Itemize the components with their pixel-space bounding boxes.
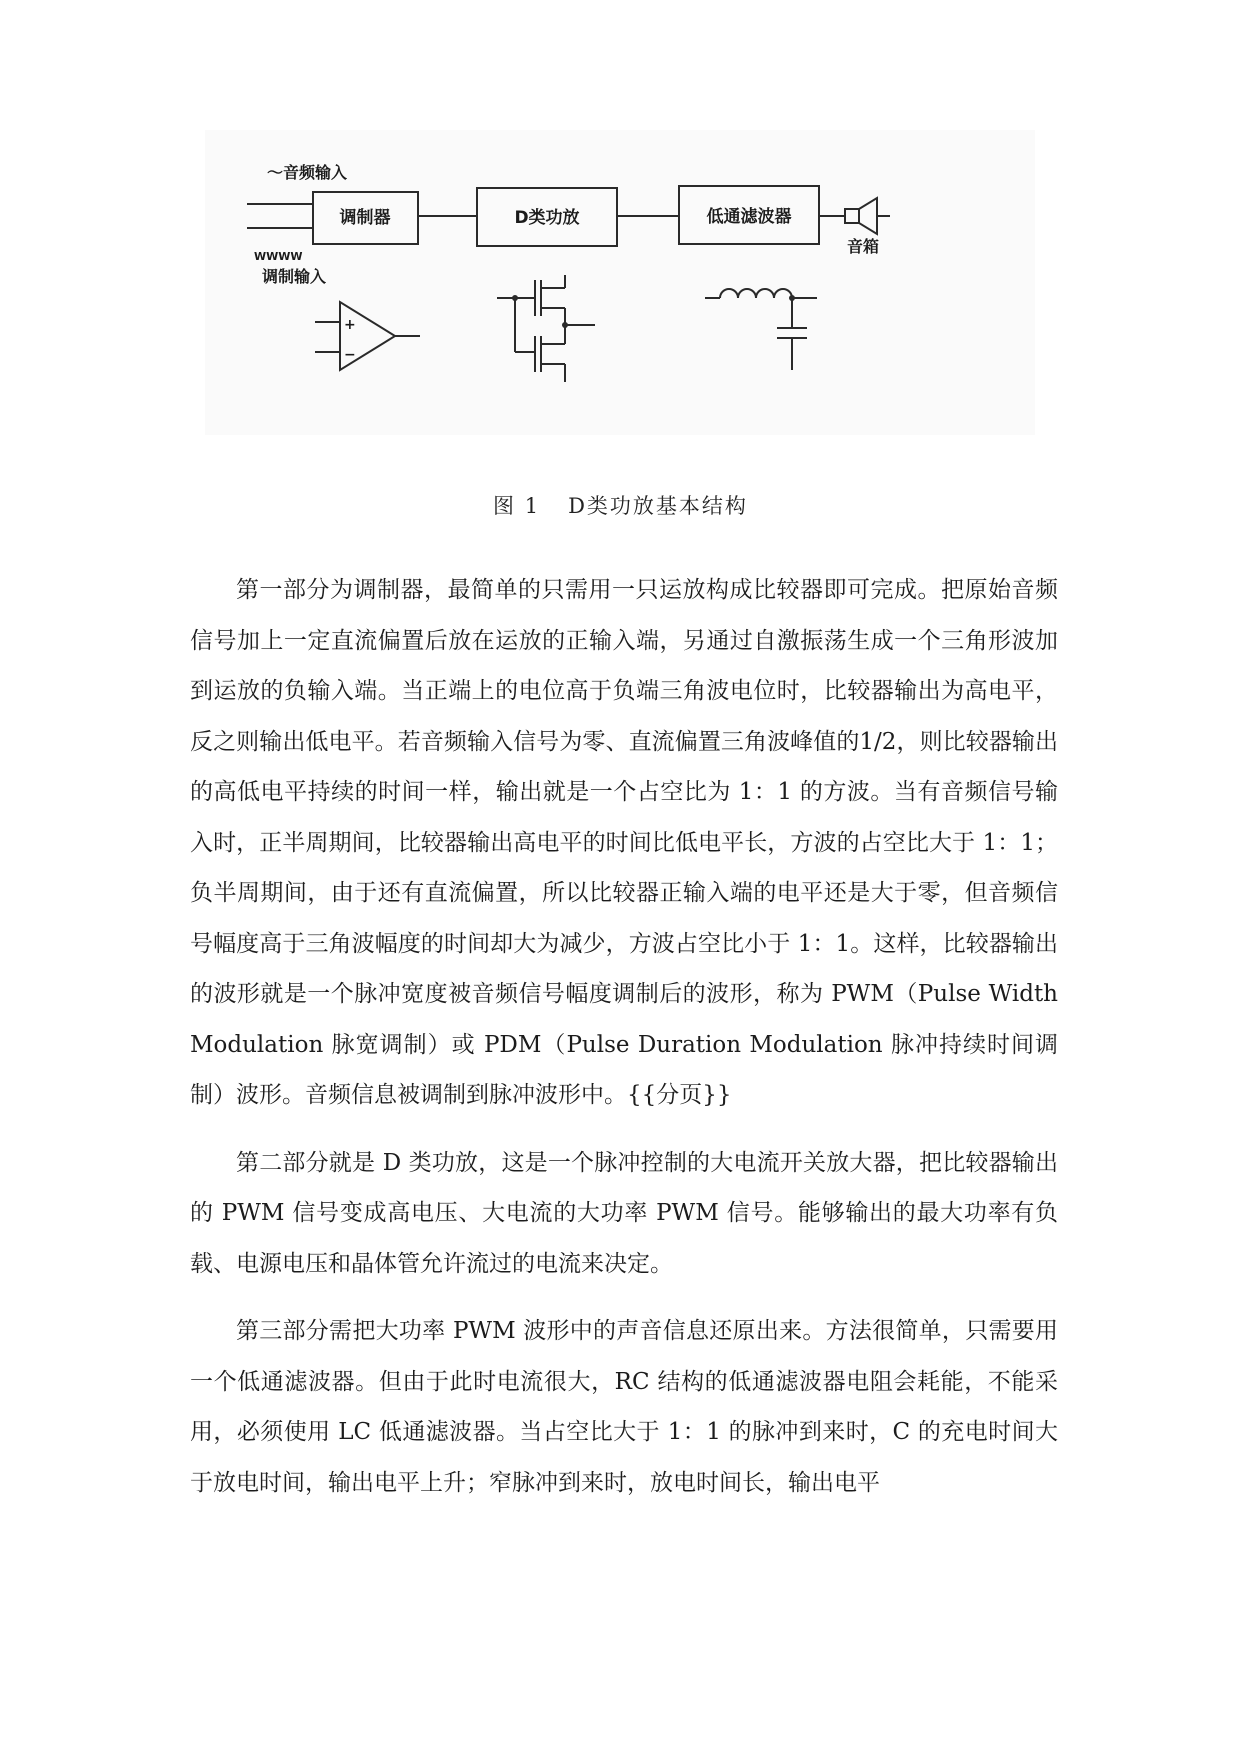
block-diagram-figure — [205, 130, 1035, 435]
paragraph-1: 第一部分为调制器，最简单的只需用一只运放构成比较器即可完成。把原始音频信号加上一定直流偏置后放在运放的正输入端，另通过自激振荡生成一个三角形波加到运放的负输入端。当正端上的电位高于负端三角波电位时，比较器输出为高电平，反之则输出低电平。若音频输入信号为零、直流偏置三角波峰值的1/2，则比较器输出的高低电平持续的时间一样，输出就是一个占空比为 1：1 的方波。当有音频信号输入时，正半周期间，比较器输出高电平的时间比低电平长，方波的占空比大于 1：1；负半周期间，由于还有直流偏置，所以比较器正输入端的电平还是大于零，但音频信号幅度高于三角波幅度的时间却大为减少，方波占空比小于 1：1。这样，比较器输出的波形就是一个脉冲宽度被音频信号幅度调制后的波形，称为 PWM（Pulse Width Modulation 脉宽调制）或 PDM（Pulse Duration Modulation 脉冲持续时间调制）波形。音频信息被调制到脉冲波形中。{{分页}} — [190, 577, 1058, 1108]
lowpass-filter-label: 低通滤波器 — [706, 207, 792, 227]
figure-caption — [0, 490, 1241, 520]
op-amp-icon — [315, 302, 420, 370]
caption-text: D类功放基本结构 — [568, 494, 748, 518]
block-diagram — [205, 130, 1035, 435]
mosfet-pair-icon — [497, 275, 595, 382]
class-d-amp-label: D类功放 — [514, 208, 580, 228]
lc-filter-icon — [705, 289, 817, 370]
op-amp-minus: − — [344, 347, 356, 363]
paragraph-3: 第三部分需把大功率 PWM 波形中的声音信息还原出来。方法很简单，只需要用一个低通滤波器。但由于此时电流很大，RC 结构的低通滤波器电阻会耗能，不能采用，必须使用 LC 低通滤波器。当占空比大于 1：1 的脉冲到来时，C 的充电时间大于放电时间，输出电平上升；窄脉冲到来时，放电时间长，输出电平 — [190, 1318, 1058, 1496]
modulation-input-label: 调制输入 — [262, 267, 327, 286]
caption-number: 图 1 — [493, 494, 541, 518]
op-amp-plus: + — [344, 317, 356, 333]
speaker-label: 音箱 — [847, 237, 880, 256]
body-text — [190, 565, 1058, 1525]
speaker-icon — [845, 198, 890, 234]
wave-symbol: WWWW — [254, 250, 303, 263]
modulator-label: 调制器 — [339, 208, 391, 228]
paragraph-2: 第二部分就是 D 类功放，这是一个脉冲控制的大电流开关放大器，把比较器输出的 PWM 信号变成高电压、大电流的大功率 PWM 信号。能够输出的最大功率有负载、电源电压和晶体管允许流过的电流来决定。 — [190, 1149, 1058, 1277]
audio-input-label: ～音频输入 — [267, 163, 348, 182]
